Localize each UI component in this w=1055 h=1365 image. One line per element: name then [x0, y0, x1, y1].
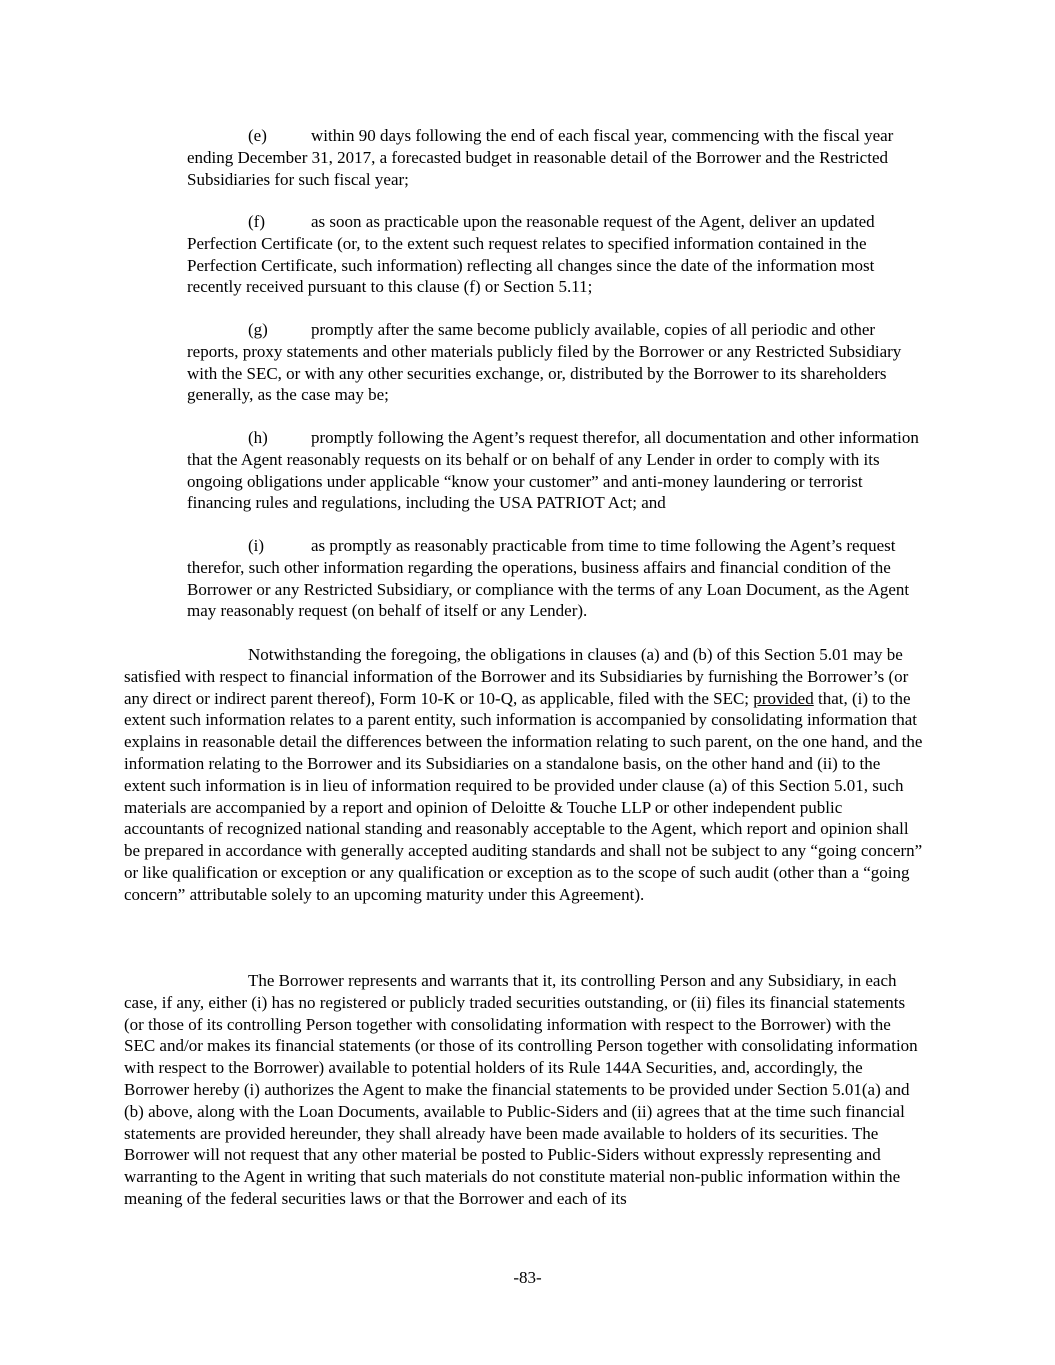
clause-label: (g) [248, 320, 268, 339]
clause-label: (e) [248, 126, 267, 145]
clause-i [187, 535, 922, 622]
provided-term: provided [753, 688, 814, 708]
clause-text: promptly after the same become publicly available, copies of all periodic and other reports, proxy statements and other materials publicly filed by the Borrower or any Restricted Subsidiary with the SEC, or with any other securities exchange, or, distributed by the Borrower to its shareholders generally, as the case may be; [187, 320, 902, 405]
paragraph-text: that, (i) to the extent such information relates to a parent entity, such information is accompanied by consolidating information that explains in reasonable detail the differences between the information relating to such parent, on the one hand, and the information relating to the Borrower and its Subsidiaries on a standalone basis, on the other hand and (ii) to the extent such information is in lieu of information required to be provided under clause (a) of this Section 5.01, such materials are accompanied by a report and opinion of Deloitte & Touche LLP or other independent public accountants of recognized national standing and reasonably acceptable to the Agent, which report and opinion shall be prepared in accordance with generally accepted auditing standards and shall not be subject to any “going concern” or like qualification or exception or any qualification or exception as to the scope of such audit (other than a “going concern” attributable solely to an upcoming maturity under this Agreement). [124, 688, 923, 904]
clause-g [187, 319, 922, 406]
clause-e [187, 125, 922, 190]
borrower-paragraph [124, 970, 924, 1210]
clause-text: as soon as practicable upon the reasonable request of the Agent, deliver an updated Perfection Certificate (or, to the extent such request relates to specified information contained in the Perfection Certificate, such information) reflecting all changes since the date of the information most recently received pursuant to this clause (f) or Section 5.11; [187, 212, 875, 297]
clause-h [187, 427, 922, 514]
clause-text: within 90 days following the end of each fiscal year, commencing with the fiscal year ending December 31, 2017, a forecasted budget in reasonable detail of the Borrower and the Restricted Subsidiaries for such fiscal year; [187, 126, 894, 189]
clause-f [187, 211, 922, 298]
clause-label: (i) [248, 536, 265, 555]
page-number: -83- [513, 1268, 542, 1287]
clause-text: as promptly as reasonably practicable from time to time following the Agent’s request therefor, such other information regarding the operations, business affairs and financial condition of the Borrower or any Restricted Subsidiary, or compliance with the terms of any Loan Document, as the Agent may reasonably request (on behalf of itself or any Lender). [187, 536, 910, 621]
clause-label: (h) [248, 428, 268, 447]
notwithstanding-paragraph [124, 644, 924, 906]
clause-text: promptly following the Agent’s request therefor, all documentation and other information that the Agent reasonably requests on its behalf or on behalf of any Lender in order to comply with its ongoing obligations under applicable “know your customer” and anti-money laundering or terrorist financing rules and regulations, including the USA PATRIOT Act; and [187, 428, 919, 513]
paragraph-text: Notwithstanding the foregoing, the obligations in clauses (a) and (b) of this Section 5.01 may be satisfied with respect to financial information of the Borrower and its Subsidiaries by furnishing the Borrower’s (or any direct or indirect parent thereof), Form 10-K or 10-Q, as applicable, filed with the SEC; [124, 645, 909, 708]
clause-label: (f) [248, 212, 265, 231]
paragraph-text: The Borrower represents and warrants that it, its controlling Person and any Subsidiary, in each case, if any, either (i) has no registered or publicly traded securities outstanding, or (ii) files its financial statements (or those of its controlling Person together with consolidating information with respect to the Borrower) with the SEC and/or makes its financial statements (or those of its controlling Person together with consolidating information with respect to the Borrower) available to potential holders of its Rule 144A Securities, and, accordingly, the Borrower hereby (i) authorizes the Agent to make the financial statements to be provided under Section 5.01(a) and (b) above, along with the Loan Documents, available to Public-Siders and (ii) agrees that at the time such financial statements are provided hereunder, they shall already have been made available to holders of its securities. The Borrower will not request that any other material be posted to Public-Siders without expressly representing and warranting to the Agent in writing that such materials do not constitute material non-public information within the meaning of the federal securities laws or that the Borrower and each of its [124, 971, 918, 1208]
